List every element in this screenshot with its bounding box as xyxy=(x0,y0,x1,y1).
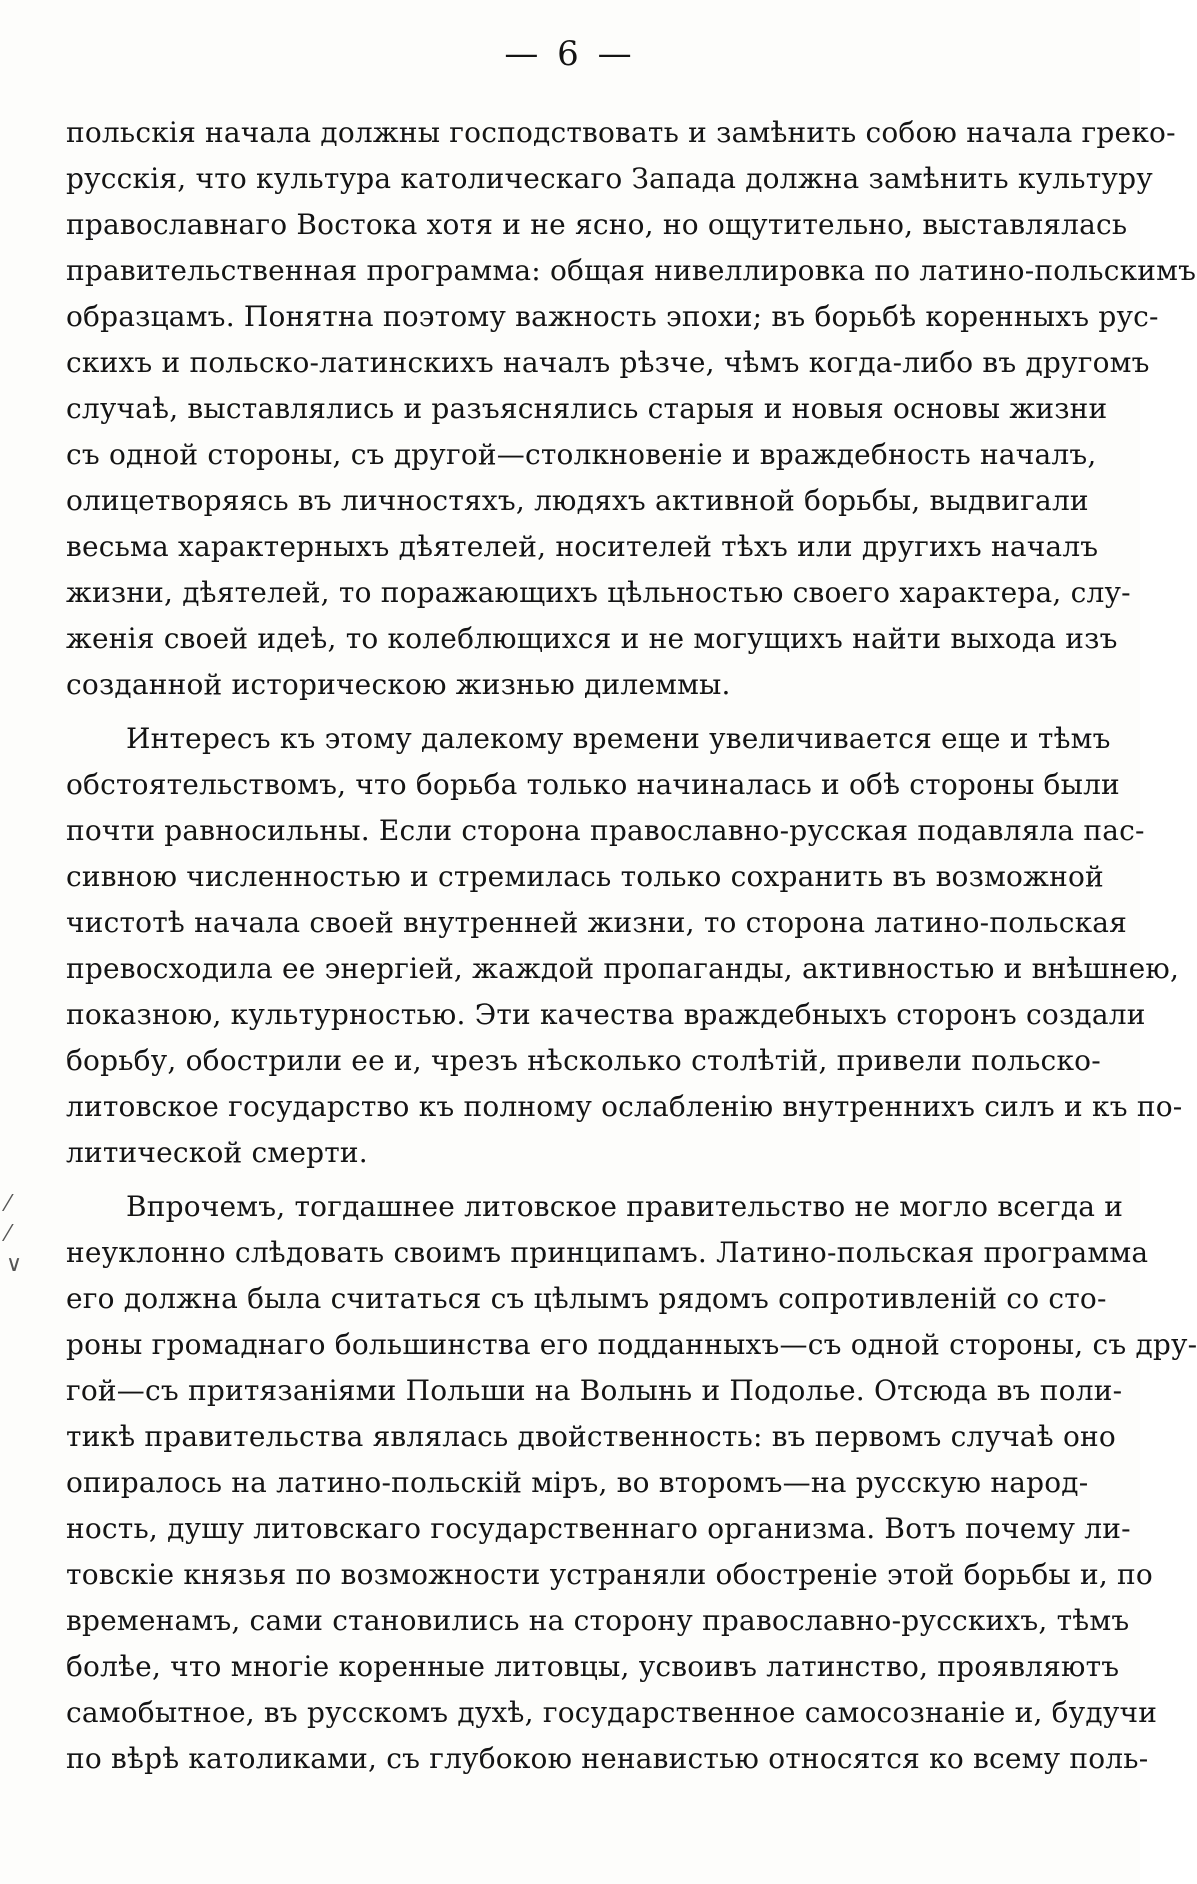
text-line: православнаго Востока хотя и не ясно, но ощутительно, выставлялась xyxy=(66,208,1128,241)
text-line: польскія начала должны господствовать и замѣнить собою начала греко- xyxy=(66,116,1176,149)
page-number: — 6 — xyxy=(504,34,636,74)
text-line: скихъ и польско-латинскихъ началъ рѣзче, чѣмъ когда-либо въ другомъ xyxy=(66,346,1150,379)
text-line: временамъ, сами становились на сторону православно-русскихъ, тѣмъ xyxy=(66,1604,1130,1637)
text-line: литовское государство къ полному ослабленію внутреннихъ силъ и къ по- xyxy=(66,1090,1183,1123)
text-line: роны громаднаго большинства его подданныхъ—съ одной стороны, съ дру- xyxy=(66,1328,1197,1361)
text-line: неуклонно слѣдовать своимъ принципамъ. Латино-польская программа xyxy=(66,1236,1149,1269)
text-line: болѣе, что многіе коренные литовцы, усвоивъ латинство, проявляютъ xyxy=(66,1650,1120,1683)
text-line: тикѣ правительства являлась двойственность: въ первомъ случаѣ оно xyxy=(66,1420,1116,1453)
text-line: чистотѣ начала своей внутренней жизни, то сторона латино-польская xyxy=(66,906,1128,939)
text-line: русскія, что культура католическаго Запада должна замѣнить культуру xyxy=(66,162,1153,195)
margin-pencil-mark: ⁄ ⁄ ∨ xyxy=(6,1192,23,1277)
text-line: созданной историческою жизнью дилеммы. xyxy=(66,668,731,701)
text-line: показною, культурностью. Эти качества враждебныхъ сторонъ создали xyxy=(66,998,1146,1031)
text-line: его должна была считаться съ цѣлымъ рядомъ сопротивленій со сто- xyxy=(66,1282,1107,1315)
text-line: гой—съ притязаніями Польши на Волынь и Подолье. Отсюда въ поли- xyxy=(66,1374,1123,1407)
text-line: Интересъ къ этому далекому времени увеличивается еще и тѣмъ xyxy=(126,722,1111,755)
text-line: Впрочемъ, тогдашнее литовское правительство не могло всегда и xyxy=(126,1190,1124,1223)
text-line: товскіе князья по возможности устраняли обостреніе этой борьбы и, по xyxy=(66,1558,1153,1591)
text-line: женія своей идеѣ, то колеблющихся и не могущихъ найти выхода изъ xyxy=(66,622,1118,655)
text-line: борьбу, обострили ее и, чрезъ нѣсколько столѣтій, привели польско- xyxy=(66,1044,1101,1077)
text-line: обстоятельствомъ, что борьба только начиналась и обѣ стороны были xyxy=(66,768,1120,801)
text-line: ность, душу литовскаго государственнаго организма. Вотъ почему ли- xyxy=(66,1512,1131,1545)
text-line: сивною численностью и стремилась только сохранить въ возможной xyxy=(66,860,1104,893)
text-line: жизни, дѣятелей, то поражающихъ цѣльностью своего характера, слу- xyxy=(66,576,1131,609)
text-line: превосходила ее энергіей, жаждой пропаганды, активностью и внѣшнею, xyxy=(66,952,1180,985)
body-text xyxy=(66,110,1197,1782)
paragraph-3 xyxy=(66,1184,1197,1782)
paragraph-1 xyxy=(66,110,1197,708)
text-line: съ одной стороны, съ другой—столкновеніе и враждебность началъ, xyxy=(66,438,1097,471)
text-line: по вѣрѣ католиками, съ глубокою ненавистью относятся ко всему поль- xyxy=(66,1742,1149,1775)
text-line: почти равносильны. Если сторона православно-русская подавляла пас- xyxy=(66,814,1145,847)
text-line: опиралось на латино-польскій міръ, во второмъ—на русскую народ- xyxy=(66,1466,1089,1499)
text-line: литической смерти. xyxy=(66,1136,368,1169)
text-line: случаѣ, выставлялись и разъяснялись старыя и новыя основы жизни xyxy=(66,392,1108,425)
text-line: весьма характерныхъ дѣятелей, носителей тѣхъ или другихъ началъ xyxy=(66,530,1099,563)
paragraph-2 xyxy=(66,716,1183,1176)
text-line: образцамъ. Понятна поэтому важность эпохи; въ борьбѣ коренныхъ рус- xyxy=(66,300,1159,333)
text-line: самобытное, въ русскомъ духѣ, государственное самосознаніе и, будучи xyxy=(66,1696,1158,1729)
text-line: олицетворяясь въ личностяхъ, людяхъ активной борьбы, выдвигали xyxy=(66,484,1089,517)
text-line: правительственная программа: общая нивеллировка по латино-польскимъ xyxy=(66,254,1197,287)
